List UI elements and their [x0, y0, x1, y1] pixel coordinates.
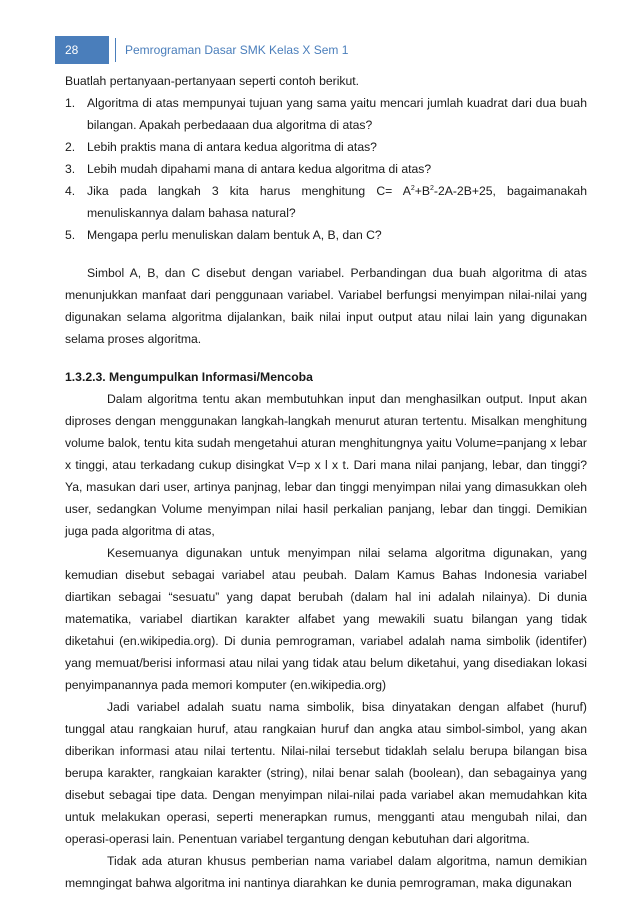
paragraph: Tidak ada aturan khusus pemberian nama variabel dalam algoritma, namun demikian memngingat bahwa algoritma ini nantinya diarahkan ke dunia pemrograman, maka digunakan [65, 854, 587, 890]
list-item: 3. Lebih mudah dipahami mana di antara kedua algoritma di atas? [65, 162, 432, 176]
list-item: 4. Jika pada langkah 3 kita harus menghitung $C= A^2+B^2-2A-2B+25$, bagaimanakah menuliskannya dalam bahasa natural? [65, 184, 587, 220]
question-list [65, 92, 587, 246]
page-number: 28 [55, 36, 109, 64]
paragraph: Jadi variabel adalah suatu nama simbolik, bisa dinyatakan dengan alfabet (huruf) tunggal atau rangkaian huruf, atau rangkaian huruf dan angka atau simbol-simbol, yang akan diberikan informasi atau nilai tertentu. Nilai-nilai tersebut tidaklah selalu berupa bilangan bisa berupa karakter, rangkaian karakter (string), nilai benar salah (boolean), dan sebagainya yang disebut sebagai tipe data. Dengan menyimpan nilai-nilai pada variabel akan memudahkan kita untuk melakukan operasi, seperti menerapkan rumus, mengganti atau mengubah nilai, dan operasi-operasi lain. Penentuan variabel tergantung dengan kebutuhan dari algoritma. [65, 700, 587, 846]
list-item: 1. Algoritma di atas mempunyai tujuan yang sama yaitu mencari jumlah kuadrat dari dua buah bilangan. Apakah perbedaaan dua algoritma di atas? [65, 96, 587, 132]
paragraph: Dalam algoritma tentu akan membutuhkan input dan menghasilkan output. Input akan diproses dengan menggunakan langkah-langkah menurut aturan tertentu. Misalkan menghitung volume balok, tentu kita sudah mengetahui aturan menghitungnya yaitu Volume=panjang x lebar x tinggi, atau terkadang cukup disingkat V=p x l x t. Dari mana nilai panjang, lebar, dan tinggi? Ya, masukan dari user, artinya panjnag, lebar dan tinggi menyimpan nilai yang dimasukkan oleh user, sedangkan Volume menyimpan nilai hasil perkalian panjang, lebar dan tinggi. Demikian juga pada algoritma di atas, [65, 392, 587, 538]
intro-text: Buatlah pertanyaan-pertanyaan seperti contoh berikut. [65, 74, 360, 88]
spacer [65, 246, 587, 262]
book-title: Pemrograman Dasar SMK Kelas X Sem 1 [125, 43, 349, 57]
paragraph: Kesemuanya digunakan untuk menyimpan nilai selama algoritma digunakan, yang kemudian disebut sebagai variabel atau peubah. Dalam Kamus Bahas Indonesia variabel diartikan sebagai “sesuatu” yang dapat berubah (dalam hal ini adalah nilainya). Di dunia matematika, variabel diartikan karakter alfabet yang mewakili suatu bilangan yang tidak diketahui (en.wikipedia.org). Di dunia pemrograman, variabel adalah nama simbolik (identifer) yang memuat/berisi informasi atau nilai yang tidak atau belum diketahui, yang disediakan lokasi penyimpanannya pada memori komputer (en.wikipedia.org) [65, 546, 587, 692]
page-body [65, 70, 587, 894]
page-header [55, 36, 582, 64]
list-item: 2. Lebih praktis mana di antara kedua algoritma di atas? [65, 140, 377, 154]
list-item: 5. Mengapa perlu menuliskan dalam bentuk A, B, dan C? [65, 228, 382, 242]
spacer [65, 350, 587, 366]
paragraph-variabel: Simbol A, B, dan C disebut dengan variabel. Perbandingan dua buah algoritma di atas menunjukkan manfaat dari penggunaan variabel. Variabel berfungsi menyimpan nilai-nilai yang digunakan selama algoritma dijalankan, baik nilai input output atau nilai lain yang digunakan selama proses algoritma. [65, 266, 587, 346]
section-heading: 1.3.2.3. Mengumpulkan Informasi/Mencoba [65, 370, 313, 384]
